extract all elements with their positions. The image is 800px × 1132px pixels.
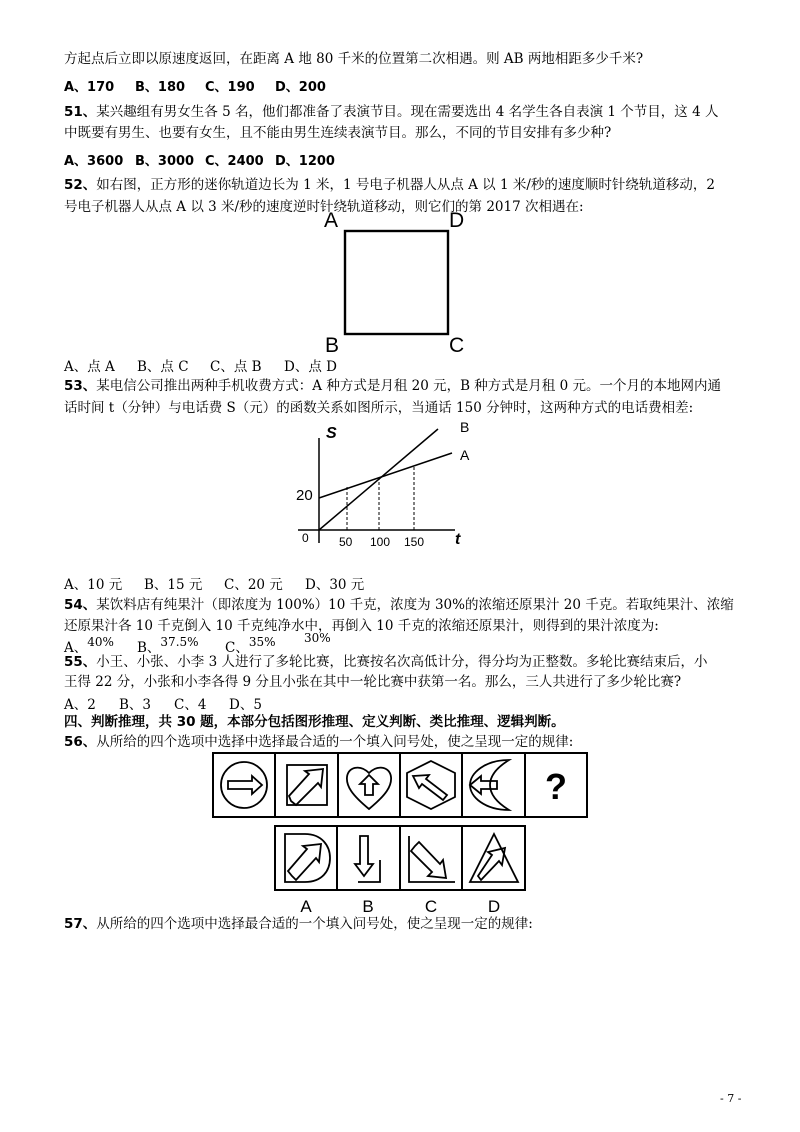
q53-option-c: C、20 元 [224,577,283,593]
q52-text-1: 如右图，正方形的迷你轨道边长为 1 米，1 号电子机器人从点 A 以 1 米/秒的速度顺时针绕轨道移动，2 [96,177,715,193]
q51-option-b: B、3000 [135,154,195,169]
q51-option-c: C、2400 [205,154,264,169]
q50-option-d: D、200 [275,80,326,95]
page-number: - 7 - [720,1092,742,1105]
q52-line1 [64,176,715,194]
q54-option-c [225,632,276,656]
vertex-label-c: C [449,334,465,357]
q51-number: 51、 [64,104,97,120]
q52-option-a: A、点 A [64,359,115,375]
q56-number: 56、 [64,734,97,750]
q54-option-c-value: 35% [248,635,276,649]
q54-text-1: 某饮料店有纯果汁（即浓度为 100%）10 千克，浓度为 30%的浓缩还原果汁 20 千克。若取纯果汁、浓缩 [96,597,734,613]
vertex-label-d: D [449,209,465,232]
x-tick-50: 50 [339,535,353,549]
square-arrow-figure [287,765,327,805]
q52-option-c: C、点 B [210,359,262,375]
x-tick-100: 100 [370,535,391,549]
option-b-figure [355,836,380,882]
q51-line2: 中既要有男生、也要有女生，且不能由男生连续表演节目。那么，不同的节目安排有多少种? [64,125,612,141]
square-track-figure [0,200,800,360]
q52-option-b: B、点 C [137,359,189,375]
circle-arrow-figure [221,762,267,808]
q54-option-a-label: A、 [64,640,88,656]
q55-line2: 王得 22 分，小张和小李各得 9 分且小张在其中一轮比赛中获第一名。那么，三人共进行了多少轮比赛? [64,674,682,690]
vertex-label-b: B [325,334,340,357]
q52-number: 52、 [64,177,97,193]
q51-text-1: 某兴趣组有男女生各 5 名，他们都准备了表演节目。现在需要选出 4 名学生各自表演 1 个节目，这 4 人 [96,104,719,120]
heart-arrow-figure [347,768,391,809]
q51-option-a: A、3600 [64,154,124,169]
q55-option-d: D、5 [229,697,262,713]
q50-option-b: B、180 [135,80,186,95]
q54-option-b-value: 37.5% [160,635,199,649]
q54-option-d [304,632,331,648]
q55-option-b: B、3 [119,697,152,713]
hexagon-arrow-figure [407,761,455,809]
line-b-label: B [460,419,470,435]
option-label-b: B [362,897,374,916]
q54-number: 54、 [64,597,97,613]
q55-option-a: A、2 [64,697,96,713]
option-a-figure [285,834,330,882]
vertex-label-a: A [324,209,339,232]
q53-option-b: B、15 元 [144,577,203,593]
q55-option-c: C、4 [174,697,207,713]
q57-text: 从所给的四个选项中选择最合适的一个填入问号处，使之呈现一定的规律: [96,916,533,932]
q54-option-a [64,632,114,656]
q50-option-a: A、170 [64,80,115,95]
phone-fee-graph [0,418,800,568]
option-d-figure [470,834,518,882]
q52-line2: 号电子机器人从点 A 以 3 米/秒的速度逆时针绕轨道移动，则它们的第 2017 次相遇在: [64,199,584,215]
section-4-heading: 四、判断推理，共 30 题，本部分包括图形推理、定义判断、类比推理、逻辑判断。 [64,714,565,730]
line-a [319,453,452,498]
q54-line1 [64,596,734,614]
question-mark: ? [545,766,567,807]
q51-option-d: D、1200 [275,154,335,169]
option-label-a: A [300,897,312,916]
q50-option-c: C、190 [205,80,255,95]
q53-number: 53、 [64,378,97,394]
q53-option-a: A、10 元 [64,577,123,593]
q54-option-c-label: C、 [225,640,249,656]
q56-options-figures [0,824,800,920]
q55-text-1: 小王、小张、小李 3 人进行了多轮比赛，比赛按名次高低计分，得分均为正整数。多轮比赛结束后，小 [96,654,708,670]
q53-line1 [64,377,721,395]
option-label-c: C [424,897,438,916]
y-tick-20: 20 [296,487,313,504]
q54-option-a-value: 40% [87,635,114,649]
q53-option-d: D、30 元 [305,577,365,593]
q51-line1 [64,103,718,121]
q55-line1 [64,653,707,671]
q56-line [64,733,573,751]
q54-option-b-label: B、 [137,640,161,656]
q54-option-b [137,632,199,656]
option-c-figure [409,836,455,882]
q53-text-1: 某电信公司推出两种手机收费方式：A 种方式是月租 20 元，B 种方式是月租 0 元。一个月的本地网内通 [96,378,721,394]
q56-figure-sequence [0,751,800,821]
crescent-arrow-figure [470,760,509,810]
q57-number: 57、 [64,916,97,932]
q56-text: 从所给的四个选项中选择中选择最合适的一个填入问号处，使之呈现一定的规律: [96,734,574,750]
q55-number: 55、 [64,654,97,670]
option-label-d: D [487,897,501,916]
origin-label: 0 [302,531,309,545]
q53-line2: 话时间 t（分钟）与电话费 S（元）的函数关系如图所示，当通话 150 分钟时，这两种方式的电话费相差: [64,400,694,416]
x-tick-150: 150 [404,535,425,549]
q54-option-d-value: 30% [304,631,331,645]
q52-option-d: D、点 D [284,359,337,375]
q50-text: 方起点后立即以原速度返回，在距离 A 地 80 千米的位置第二次相遇。则 AB 两地相距多少千米? [64,51,644,67]
q54-line2: 还原果汁各 10 千克倒入 10 千克纯净水中，再倒入 10 千克的浓缩还原果汁，则得到的果汁浓度为: [64,618,659,634]
q57-line [64,915,533,933]
x-axis-label: t [455,531,461,548]
line-a-label: A [460,447,470,463]
y-axis-label: S [326,425,337,442]
square-track [345,231,448,334]
